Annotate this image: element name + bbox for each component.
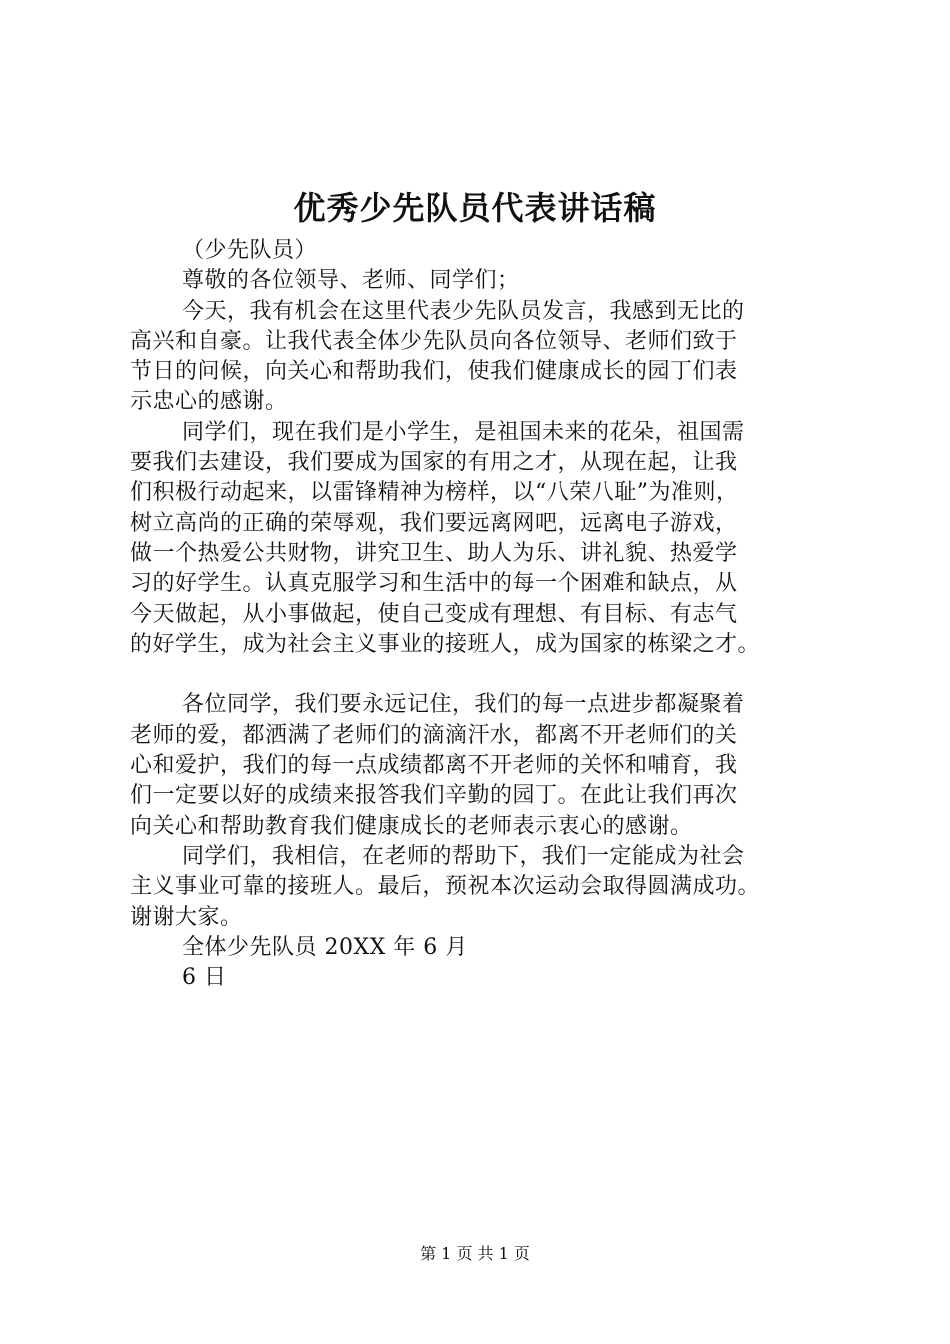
text-line: 老师的爱，都洒满了老师们的滴滴汗水，都离不开老师们的关 [130,722,738,748]
text-line: 谢谢大家。 [130,904,243,930]
text-line: 树立高尚的正确的荣辱观，我们要远离网吧，远离电子游戏， [130,510,738,536]
document-title: 优秀少先队员代表讲话稿 [293,189,657,227]
text-line: 们一定要以好的成绩来报答我们辛勤的园丁。在此让我们再次 [130,783,738,809]
blank-line [130,660,850,690]
text-line: 要我们去建设，我们要成为国家的有用之才，从现在起，让我 [130,450,738,476]
text-line: 主义事业可靠的接班人。最后，预祝本次运动会取得圆满成功。 [130,874,761,900]
text-line: 向关心和帮助教育我们健康成长的老师表示衷心的感谢。 [130,813,693,839]
text-line: 高兴和自豪。让我代表全体少先队员向各位领导、老师们致于 [130,328,738,354]
document-body [130,236,850,993]
text-line: 做一个热爱公共财物，讲究卫生、助人为乐、讲礼貌、热爱学 [130,540,738,566]
text-line: 今天，我有机会在这里代表少先队员发言，我感到无比的 [182,298,745,324]
text-line: （少先队员） [182,238,318,263]
page-footer: 第 1 页 共 1 页 [420,1244,530,1263]
text-line: 心和爱护，我们的每一点成绩都离不开老师的关怀和哺育，我 [130,753,738,779]
text-line: 各位同学，我们要永远记住，我们的每一点进步都凝聚着 [182,692,745,718]
text-line: 尊敬的各位领导、老师、同学们； [182,268,520,294]
text-line: 同学们，我相信，在老师的帮助下，我们一定能成为社会 [182,843,745,869]
text-line: 全体少先队员 20XX 年 6 月 [182,934,468,960]
text-line: 6 日 [182,965,227,991]
text-line: 示忠心的感谢。 [130,389,288,415]
text-line: 习的好学生。认真克服学习和生活中的每一个困难和缺点，从 [130,571,738,597]
text-line: 节日的问候，向关心和帮助我们，使我们健康成长的园丁们表 [130,359,738,385]
text-line: 们积极行动起来，以雷锋精神为榜样，以“八荣八耻”为准则， [130,480,739,506]
text-line: 的好学生，成为社会主义事业的接班人，成为国家的栋梁之才。 [130,631,761,657]
text-line: 同学们，现在我们是小学生，是祖国未来的花朵，祖国需 [182,419,745,445]
text-line: 今天做起，从小事做起，使自己变成有理想、有目标、有志气 [130,601,738,627]
